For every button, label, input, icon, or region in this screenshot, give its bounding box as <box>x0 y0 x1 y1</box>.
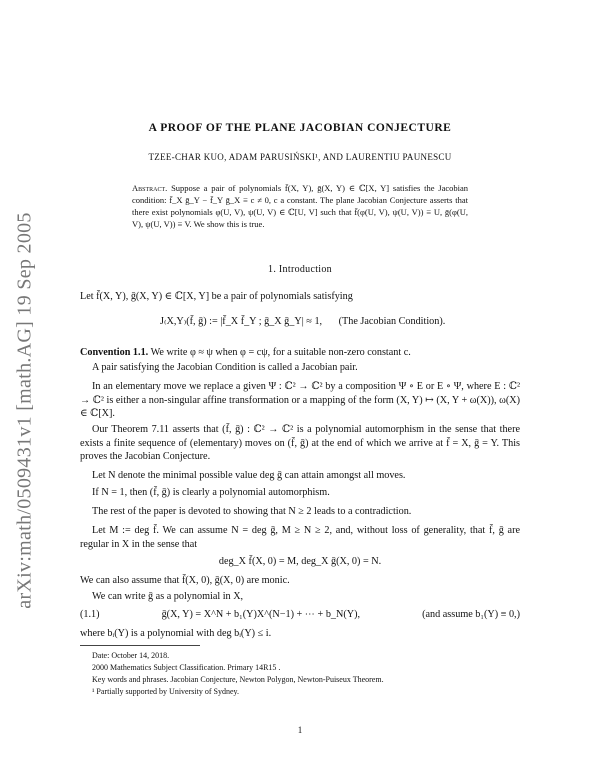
equation-1-1-label: (1.1) <box>80 609 100 620</box>
paragraph-3: In an elementary move we replace a given Ψ : ℂ² → ℂ² by a composition Ψ ∘ E or E ∘ Ψ, where E : ℂ² → ℂ² is either a non-singular affine transformation or a mapping of the form (X, Y) ↦ (X, Y + ω(X)), ω(X) ∈ ℂ[X]. <box>80 381 520 420</box>
convention-text: We write φ ≈ ψ when φ = cψ, for a suitable non-zero constant c. <box>150 347 411 358</box>
equation-1-1 <box>80 609 520 620</box>
paragraph-2: A pair satisfying the Jacobian Condition is called a Jacobian pair. <box>92 362 358 373</box>
paragraph-6: If N = 1, then (f̄, ḡ) is clearly a polynomial automorphism. <box>92 487 330 498</box>
degree-equation: deg_X f̄(X, 0) = M, deg_X ḡ(X, 0) = N. <box>218 556 382 567</box>
footnote-support: ¹ Partially supported by University of Sydney. <box>92 687 239 696</box>
footnote-rule <box>80 645 200 646</box>
page-number: 1 <box>297 725 303 735</box>
section-heading: 1. Introduction <box>268 264 332 275</box>
arxiv-identifier: arXiv:math/0509431v1 [math.AG] 19 Sep 2005 <box>13 211 36 609</box>
abstract <box>132 182 468 230</box>
footnote-keywords: Key words and phrases. Jacobian Conjecture, Newton Polygon, Newton-Puiseux Theorem. <box>92 675 384 684</box>
paper-title: A PROOF OF THE PLANE JACOBIAN CONJECTURE <box>148 122 452 134</box>
jacobian-equation <box>160 316 500 327</box>
equation-1-1-formula: ḡ(X, Y) = X^N + b₁(Y)X^(N−1) + ⋯ + b_N(Y), <box>161 609 361 620</box>
footnote-msc: 2000 Mathematics Subject Classification. Primary 14R15 . <box>92 663 281 672</box>
convention-label: Convention 1.1. <box>80 347 149 358</box>
footnote-date: Date: October 14, 2018. <box>92 651 170 660</box>
paragraph-5: Let N denote the minimal possible value deg ḡ can attain amongst all moves. <box>92 470 406 481</box>
convention-1-1 <box>80 346 520 360</box>
abstract-label: Abstract. <box>132 183 168 193</box>
paragraph-1: Let f̄(X, Y), ḡ(X, Y) ∈ ℂ[X, Y] be a pair of polynomials satisfying <box>80 291 353 302</box>
paragraph-11: where bᵢ(Y) is a polynomial with deg bᵢ(Y) ≤ i. <box>80 628 272 639</box>
arxiv-sidebar <box>10 160 40 660</box>
equation-1-1-note: (and assume b₁(Y) ≡ 0,) <box>422 609 520 620</box>
paragraph-10: We can write ḡ as a polynomial in X, <box>92 591 244 602</box>
paper-authors: TZEE-CHAR KUO, ADAM PARUSIŃSKI¹, AND LAURENTIU PAUNESCU <box>148 152 452 162</box>
jacobian-formula: J₍X,Y₎(f̄, ḡ) := |f̄_X f̄_Y ; ḡ_X ḡ_Y| ≈ 1, <box>160 316 323 327</box>
paragraph-9: We can also assume that f̄(X, 0), ḡ(X, 0) are monic. <box>80 575 290 586</box>
jacobian-label: (The Jacobian Condition). <box>338 316 446 327</box>
paragraph-4: Our Theorem 7.11 asserts that (f̄, ḡ) : ℂ² → ℂ² is a polynomial automorphism in the sense that there exists a finite sequence of (elementary) moves on (f̄, ḡ) at the end of which we arrive at f̄ = X, ḡ = Y. This proves the Jacobian Conjecture. <box>80 424 520 463</box>
paragraph-7: The rest of the paper is devoted to showing that N ≥ 2 leads to a contradiction. <box>92 506 412 517</box>
abstract-text: Suppose a pair of polynomials f̄(X, Y), ḡ(X, Y) ∈ ℂ[X, Y] satisfies the Jacobian condition: f̄_X ḡ_Y − f̄_Y ḡ_X ≡ c ≠ 0, c a constant. The plane Jacobian Conjecture asserts that there exist polynomials φ(U, V), ψ(U, V) ∈ ℂ[U, V] such that f̄(φ(U, V), ψ(U, V)) ≡ U, ḡ(φ(U, V), ψ(U, V)) ≡ V. We show this is true. <box>132 183 469 229</box>
paragraph-8: Let M := deg f̄. We can assume N = deg ḡ, M ≥ N ≥ 2, and, without loss of generality, that f̄, ḡ are regular in X in the sense that <box>80 525 520 550</box>
